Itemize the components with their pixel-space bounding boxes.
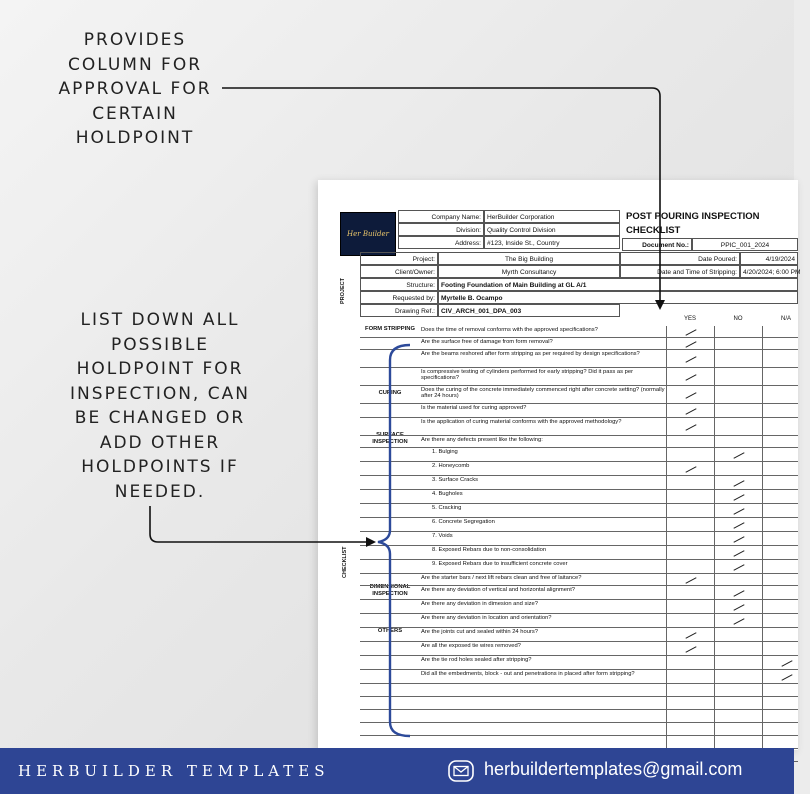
- na-cell[interactable]: [762, 574, 810, 585]
- na-cell[interactable]: [762, 736, 810, 748]
- no-cell[interactable]: [714, 600, 762, 613]
- table-row: [360, 642, 798, 656]
- check-mark-icon: [685, 374, 696, 381]
- na-cell[interactable]: [762, 448, 810, 461]
- table-row: [360, 670, 798, 684]
- check-mark-icon: [781, 674, 792, 681]
- check-mark-icon: [685, 577, 696, 584]
- table-row: [360, 504, 798, 518]
- project-label: Project:: [360, 252, 438, 265]
- document-number-value: PPIC_001_2024: [692, 238, 798, 251]
- address-label: Address:: [398, 236, 484, 249]
- checklist-item-text: Are the surface free of damage from form removal?: [421, 338, 553, 345]
- table-row: [360, 586, 798, 600]
- table-row: [360, 628, 798, 642]
- checklist-item-text: Are the tie rod holes sealed after stripping?: [421, 656, 532, 663]
- no-cell[interactable]: [714, 490, 762, 503]
- no-cell[interactable]: [714, 670, 762, 683]
- company-label: Company Name:: [398, 210, 484, 223]
- category-curing: CURING: [378, 390, 402, 396]
- check-mark-icon: [733, 536, 744, 543]
- structure-value: Footing Foundation of Main Building at GL A/1: [438, 278, 798, 291]
- table-row: [360, 600, 798, 614]
- na-cell[interactable]: [762, 338, 810, 349]
- checklist-item-text: Is the application of curing material conforms with the approved methodology?: [421, 418, 622, 425]
- table-row-empty: [360, 684, 798, 697]
- no-cell[interactable]: [714, 736, 762, 748]
- yes-cell[interactable]: [666, 697, 714, 709]
- no-cell[interactable]: [714, 518, 762, 531]
- project-value: The Big Building: [438, 252, 620, 265]
- table-row-empty: [360, 697, 798, 710]
- check-mark-icon: [685, 646, 696, 653]
- table-row: [360, 560, 798, 574]
- no-cell[interactable]: [714, 586, 762, 599]
- yes-cell[interactable]: [666, 368, 714, 385]
- check-mark-icon: [781, 660, 792, 667]
- yes-cell[interactable]: [666, 386, 714, 403]
- no-cell[interactable]: [714, 628, 762, 641]
- yes-cell[interactable]: [666, 684, 714, 696]
- yes-cell[interactable]: [666, 670, 714, 683]
- checklist-item-text: Is compressive testing of cylinders performed for early stripping? Did it pass as per specifications?: [421, 368, 633, 381]
- checklist-item-text: Are the starter bars / next lift rebars clean and free of laitance?: [421, 574, 582, 581]
- yes-cell[interactable]: [666, 532, 714, 545]
- checklist-item-text: 5. Cracking: [432, 504, 462, 511]
- no-cell[interactable]: [714, 710, 762, 722]
- callout-line: POSSIBLE: [110, 334, 210, 355]
- category-dimensional-inspection: DIMENSIONAL INSPECTION: [369, 584, 411, 597]
- table-row: [360, 448, 798, 462]
- table-row: [360, 368, 798, 386]
- no-cell[interactable]: [714, 574, 762, 585]
- requested-value: Myrtelle B. Ocampo: [438, 291, 798, 304]
- callout-line: HOLDPOINT: [75, 128, 195, 148]
- checklist-item-text: 8. Exposed Rebars due to non-consolidation: [432, 546, 547, 553]
- callout-line: NEEDED.: [114, 481, 206, 502]
- check-mark-icon: [685, 392, 696, 399]
- yes-cell[interactable]: [666, 404, 714, 417]
- no-cell[interactable]: [714, 368, 762, 385]
- no-cell[interactable]: [714, 476, 762, 489]
- check-mark-icon: [733, 480, 744, 487]
- no-cell[interactable]: [714, 436, 762, 447]
- no-cell[interactable]: [714, 404, 762, 417]
- na-cell[interactable]: [762, 404, 810, 417]
- yes-cell[interactable]: [666, 710, 714, 722]
- na-cell[interactable]: [762, 518, 810, 531]
- requested-label: Requested by:: [360, 291, 438, 304]
- callout-line: HOLDPOINTS IF: [81, 457, 239, 477]
- yes-cell[interactable]: [666, 600, 714, 613]
- check-mark-icon: [685, 632, 696, 639]
- category-form-stripping: FORM STRIPPING: [365, 326, 415, 332]
- company-value: HerBuilder Corporation: [484, 210, 620, 223]
- table-row: [360, 326, 798, 338]
- check-mark-icon: [733, 452, 744, 459]
- callout-line: PROVIDES: [83, 30, 187, 50]
- no-cell[interactable]: [714, 350, 762, 367]
- checklist-item-text: Are there any defects present like the following:: [421, 436, 543, 443]
- na-cell[interactable]: [762, 697, 810, 709]
- yes-cell[interactable]: [666, 736, 714, 748]
- date-poured-value: 4/19/2024: [740, 252, 798, 265]
- yes-cell[interactable]: [666, 418, 714, 435]
- na-cell[interactable]: [762, 326, 810, 337]
- checklist-item-text: Is the material used for curing approved?: [421, 404, 527, 411]
- check-mark-icon: [733, 494, 744, 501]
- stripping-label: Date and Time of Stripping:: [620, 265, 740, 278]
- checklist-item-text: 6. Concrete Segregation: [432, 518, 495, 525]
- check-mark-icon: [733, 618, 744, 625]
- check-mark-icon: [685, 356, 696, 363]
- check-mark-icon: [685, 408, 696, 415]
- table-row: [360, 518, 798, 532]
- yes-cell[interactable]: [666, 574, 714, 585]
- yes-cell[interactable]: [666, 350, 714, 367]
- drawing-value: CIV_ARCH_001_DPA_003: [438, 304, 620, 317]
- callout-line: HOLDPOINT FOR: [76, 359, 244, 379]
- no-cell[interactable]: [714, 386, 762, 403]
- na-cell[interactable]: [762, 462, 810, 475]
- table-row: [360, 574, 798, 586]
- na-cell[interactable]: [762, 710, 810, 722]
- table-row-empty: [360, 723, 798, 736]
- mail-icon: [448, 760, 474, 782]
- checklist-item-text: 7. Voids: [432, 532, 453, 539]
- no-cell[interactable]: [714, 418, 762, 435]
- no-cell[interactable]: [714, 462, 762, 475]
- yes-cell[interactable]: [666, 723, 714, 735]
- no-cell[interactable]: [714, 338, 762, 349]
- yes-cell[interactable]: [666, 656, 714, 669]
- column-no: NO: [733, 316, 743, 322]
- no-cell[interactable]: [714, 504, 762, 517]
- table-row: [360, 546, 798, 560]
- stripping-value: 4/20/2024; 6:00 PM: [740, 265, 798, 278]
- company-logo: Her Builder: [340, 212, 396, 256]
- yes-cell[interactable]: [666, 546, 714, 559]
- yes-cell[interactable]: [666, 448, 714, 461]
- na-cell[interactable]: [762, 350, 810, 367]
- table-row: [360, 656, 798, 670]
- document-number-label: Document No.:: [622, 238, 692, 251]
- yes-cell[interactable]: [666, 504, 714, 517]
- table-row: [360, 532, 798, 546]
- date-poured-label: Date Poured:: [620, 252, 740, 265]
- table-row: [360, 350, 798, 368]
- callout-line: COLUMN FOR: [67, 54, 203, 75]
- check-mark-icon: [733, 604, 744, 611]
- check-mark-icon: [733, 508, 744, 515]
- checklist-side-label: CHECKLIST: [342, 546, 348, 578]
- check-mark-icon: [733, 590, 744, 597]
- footer-bar: [0, 748, 794, 794]
- table-row: [360, 436, 798, 448]
- column-yes: YES: [683, 316, 696, 322]
- na-cell[interactable]: [762, 600, 810, 613]
- callout-approval-column: [40, 28, 230, 151]
- na-cell[interactable]: [762, 670, 810, 683]
- na-cell[interactable]: [762, 642, 810, 655]
- callout-line: CERTAIN: [92, 103, 178, 124]
- yes-cell[interactable]: [666, 490, 714, 503]
- checklist-item-text: Does the curing of the concrete immediately commenced right after concrete setting? (normally after 24 hours): [421, 386, 665, 399]
- table-row: [360, 614, 798, 628]
- na-cell[interactable]: [762, 684, 810, 696]
- na-cell[interactable]: [762, 368, 810, 385]
- no-cell[interactable]: [714, 684, 762, 696]
- yes-cell[interactable]: [666, 462, 714, 475]
- yes-cell[interactable]: [666, 476, 714, 489]
- no-cell[interactable]: [714, 448, 762, 461]
- na-cell[interactable]: [762, 418, 810, 435]
- callout-holdpoint-list: [40, 308, 280, 504]
- na-cell[interactable]: [762, 546, 810, 559]
- checklist-item-text: Are there any deviation in dimesion and size?: [421, 600, 538, 607]
- check-mark-icon: [733, 522, 744, 529]
- document-header: [338, 210, 801, 315]
- yes-cell[interactable]: [666, 338, 714, 349]
- yes-cell[interactable]: [666, 560, 714, 573]
- na-cell[interactable]: [762, 628, 810, 641]
- division-value: Quality Control Division: [484, 223, 620, 236]
- no-cell[interactable]: [714, 656, 762, 669]
- table-row: [360, 490, 798, 504]
- checklist-item-text: 3. Surface Cracks: [432, 476, 479, 483]
- contact-email[interactable]: herbuildertemplates@gmail.com: [484, 759, 743, 779]
- na-cell[interactable]: [762, 386, 810, 403]
- callout-line: LIST DOWN ALL: [80, 310, 240, 330]
- checklist-item-text: Are all the exposed tie wires removed?: [421, 642, 521, 649]
- no-cell[interactable]: [714, 723, 762, 735]
- checklist-item-text: Does the time of removal conforms with the approved specifications?: [421, 326, 598, 333]
- checklist-item-text: Are there any deviation in location and orientation?: [421, 614, 552, 621]
- no-cell[interactable]: [714, 532, 762, 545]
- brand-name: HERBUILDER TEMPLATES: [18, 762, 330, 780]
- callout-line: APPROVAL FOR: [58, 79, 212, 99]
- check-mark-icon: [685, 466, 696, 473]
- na-cell[interactable]: [762, 504, 810, 517]
- yes-cell[interactable]: [666, 642, 714, 655]
- structure-label: Structure:: [360, 278, 438, 291]
- checklist-item-text: Did all the embedments, block - out and penetrations in placed after form stripping?: [421, 670, 635, 677]
- category-others: OTHERS: [377, 628, 403, 634]
- no-cell[interactable]: [714, 614, 762, 627]
- check-mark-icon: [685, 329, 696, 336]
- client-value: Myrth Consultancy: [438, 265, 620, 278]
- no-cell[interactable]: [714, 697, 762, 709]
- document-body: [338, 210, 801, 677]
- column-na: N/A: [780, 316, 791, 322]
- no-cell[interactable]: [714, 560, 762, 573]
- yes-cell[interactable]: [666, 614, 714, 627]
- checklist-item-text: Are the joints cut and sealed within 24 hours?: [421, 628, 538, 635]
- check-mark-icon: [685, 424, 696, 431]
- yes-cell[interactable]: [666, 586, 714, 599]
- no-cell[interactable]: [714, 546, 762, 559]
- division-label: Division:: [398, 223, 484, 236]
- checklist-item-text: Are the beams reshored after form stripping as per required by design specifications?: [421, 350, 640, 357]
- drawing-label: Drawing Ref.:: [360, 304, 438, 317]
- check-mark-icon: [733, 550, 744, 557]
- document-title-line1: POST POURING INSPECTION: [626, 211, 760, 222]
- table-row: [360, 338, 798, 350]
- checklist-item-text: 2. Honeycomb: [432, 462, 470, 469]
- check-mark-icon: [733, 564, 744, 571]
- client-label: Client/Owner:: [360, 265, 438, 278]
- checklist-item-text: 4. Bugholes: [432, 490, 463, 497]
- yes-cell[interactable]: [666, 518, 714, 531]
- table-row: [360, 386, 798, 404]
- table-row: [360, 462, 798, 476]
- na-cell[interactable]: [762, 436, 810, 447]
- na-cell[interactable]: [762, 490, 810, 503]
- category-surface-inspection: SURFACE INSPECTION: [372, 432, 408, 445]
- no-cell[interactable]: [714, 326, 762, 337]
- yes-cell[interactable]: [666, 436, 714, 447]
- callout-line: INSPECTION, CAN: [70, 383, 250, 404]
- na-cell[interactable]: [762, 614, 810, 627]
- table-row: [360, 418, 798, 436]
- project-side-label: PROJECT: [340, 278, 346, 304]
- document-title-line2: CHECKLIST: [626, 225, 681, 236]
- callout-line: ADD OTHER: [99, 432, 221, 453]
- checklist-document: [318, 180, 801, 750]
- na-cell[interactable]: [762, 656, 810, 669]
- checklist-item-text: 1. Bulging: [432, 448, 458, 455]
- na-cell[interactable]: [762, 476, 810, 489]
- no-cell[interactable]: [714, 642, 762, 655]
- table-row-empty: [360, 710, 798, 723]
- table-row: [360, 476, 798, 490]
- table-row: [360, 404, 798, 418]
- na-cell[interactable]: [762, 560, 810, 573]
- checklist-item-text: Are there any deviation of vertical and horizontal alignment?: [421, 586, 576, 593]
- na-cell[interactable]: [762, 586, 810, 599]
- yes-cell[interactable]: [666, 326, 714, 337]
- yes-cell[interactable]: [666, 628, 714, 641]
- na-cell[interactable]: [762, 723, 810, 735]
- address-value: #123, Inside St., Country: [484, 236, 620, 249]
- na-cell[interactable]: [762, 532, 810, 545]
- checklist-item-text: 9. Exposed Rebars due to insufficient concrete cover: [432, 560, 568, 567]
- check-mark-icon: [685, 341, 696, 348]
- callout-line: BE CHANGED OR: [74, 408, 246, 428]
